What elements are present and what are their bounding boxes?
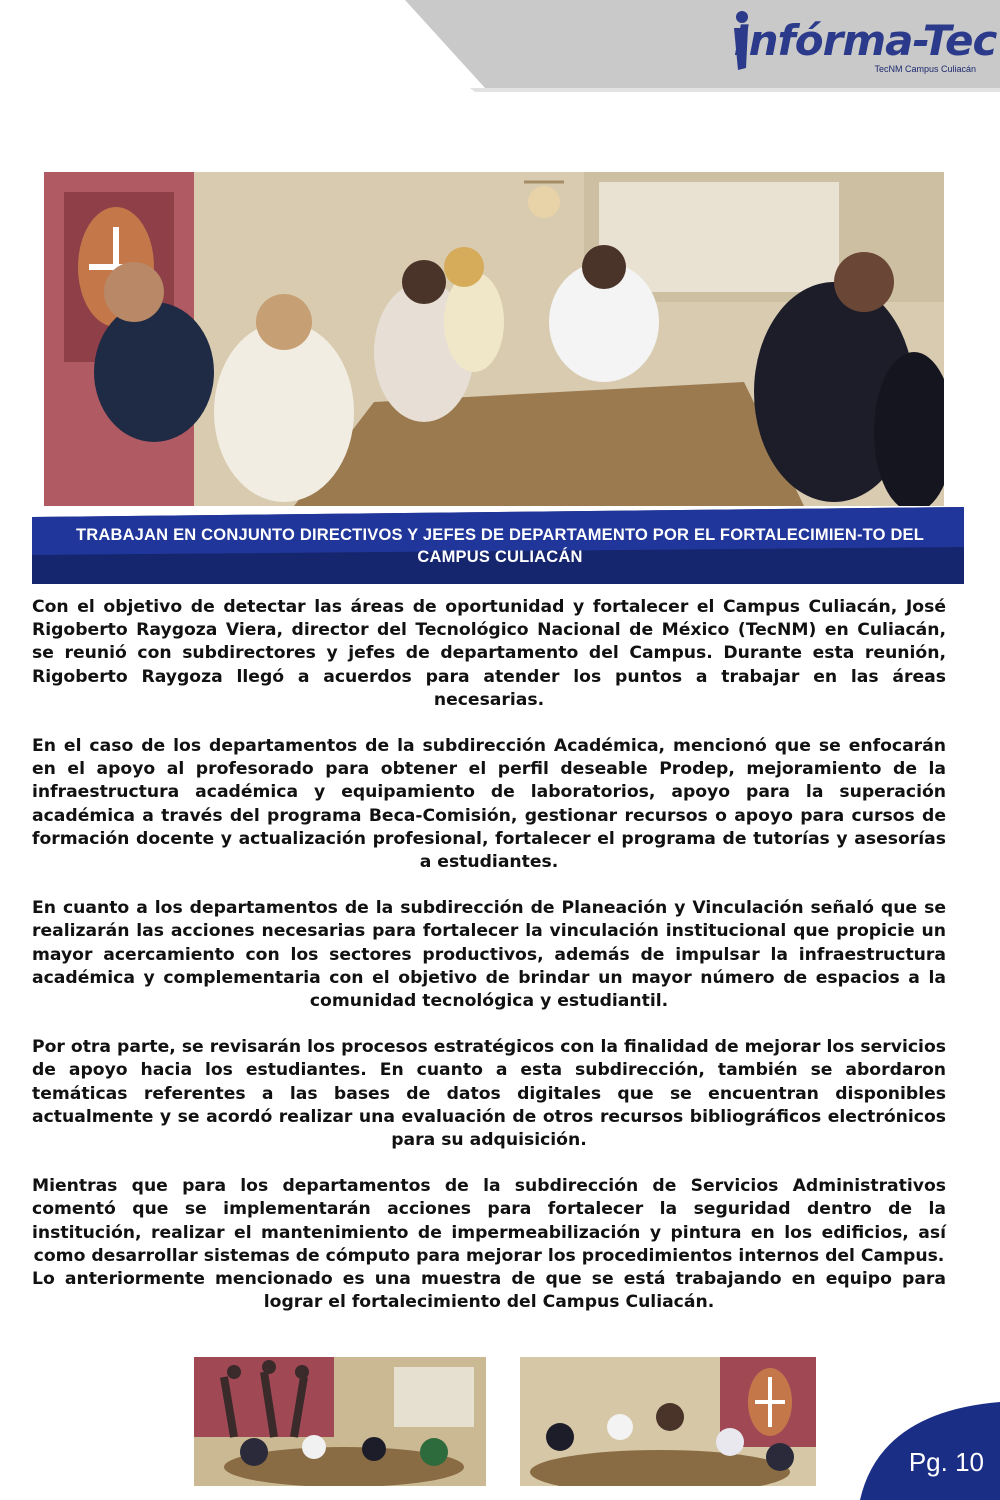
article-paragraph: En el caso de los departamentos de la subdirección Académica, mencionó que se enfocarán en el apoyo al profesorado para obtener el perfil deseable Prodep, mejoramiento de la infraestructura académica y equipamiento de laboratorios, apoyo para la superación académica a través del programa Beca-Comisión, gestionar recursos o apoyo para cursos de formación docente y actualización profesional, fortalecer el programa de tutorías y asesorías a estudiantes. — [32, 736, 946, 873]
article-paragraph: Mientras que para los departamentos de la subdirección de Servicios Administrativos comentó que se implementarán acciones para fortalecer la seguridad dentro de la institución, realizar el mantenimiento de impermeabilización y pintura en los edificios, así como desarrollar sistemas de cómputo para mejorar los procedimientos internos del Campus. — [32, 1176, 946, 1266]
logo-subtitle: TecNM Campus Culiacán — [874, 64, 976, 74]
brand-logo — [720, 8, 997, 78]
article-paragraph: Lo anteriormente mencionado es una muestra de que se está trabajando en equipo para lograr el fortalecimiento del Campus Culiacán. — [32, 1269, 946, 1313]
page-number: Pg. 10 — [908, 1447, 984, 1477]
meeting-photo-thumbnail — [194, 1357, 486, 1486]
logo-text: Infórma-Tec — [734, 16, 997, 65]
meeting-photo — [44, 172, 944, 506]
article-paragraph: Con el objetivo de detectar las áreas de oportunidad y fortalecer el Campus Culiacán, José Rigoberto Raygoza Viera, director del Tecnológico Nacional de México (TecNM) en Culiacán, se reunió con subdirectores y jefes de departamento del Campus. Durante esta reunión, Rigoberto Raygoza llegó a acuerdos para atender los puntos a trabajar en las áreas necesarias. — [32, 597, 946, 710]
article-paragraph: Por otra parte, se revisarán los procesos estratégicos con la finalidad de mejorar los servicios de apoyo hacia los estudiantes. En cuanto a esta subdirección, también se abordaron temáticas referentes a las bases de datos digitales que se encuentran disponibles actualmente y se acordó realizar una evaluación de otros recursos bibliográficos electrónicos para su adquisición. — [32, 1037, 946, 1151]
article-paragraph: En cuanto a los departamentos de la subdirección de Planeación y Vinculación señaló que se realizarán las acciones necesarias para fortalecer la vinculación institucional que propicie un mayor acercamiento con los sectores productivos, además de impulsar la infraestructura académica y complementaria con el objetivo de brindar un mayor número de espacios a la comunidad tecnológica y estudiantil. — [32, 898, 946, 1012]
article-headline: TRABAJAN EN CONJUNTO DIRECTIVOS Y JEFES DE DEPARTAMENTO POR EL FORTALECIMIEN-TO DEL CAMPUS CULIACÁN — [75, 526, 925, 566]
meeting-photo-thumbnail — [520, 1357, 816, 1486]
article-body — [32, 596, 946, 1314]
